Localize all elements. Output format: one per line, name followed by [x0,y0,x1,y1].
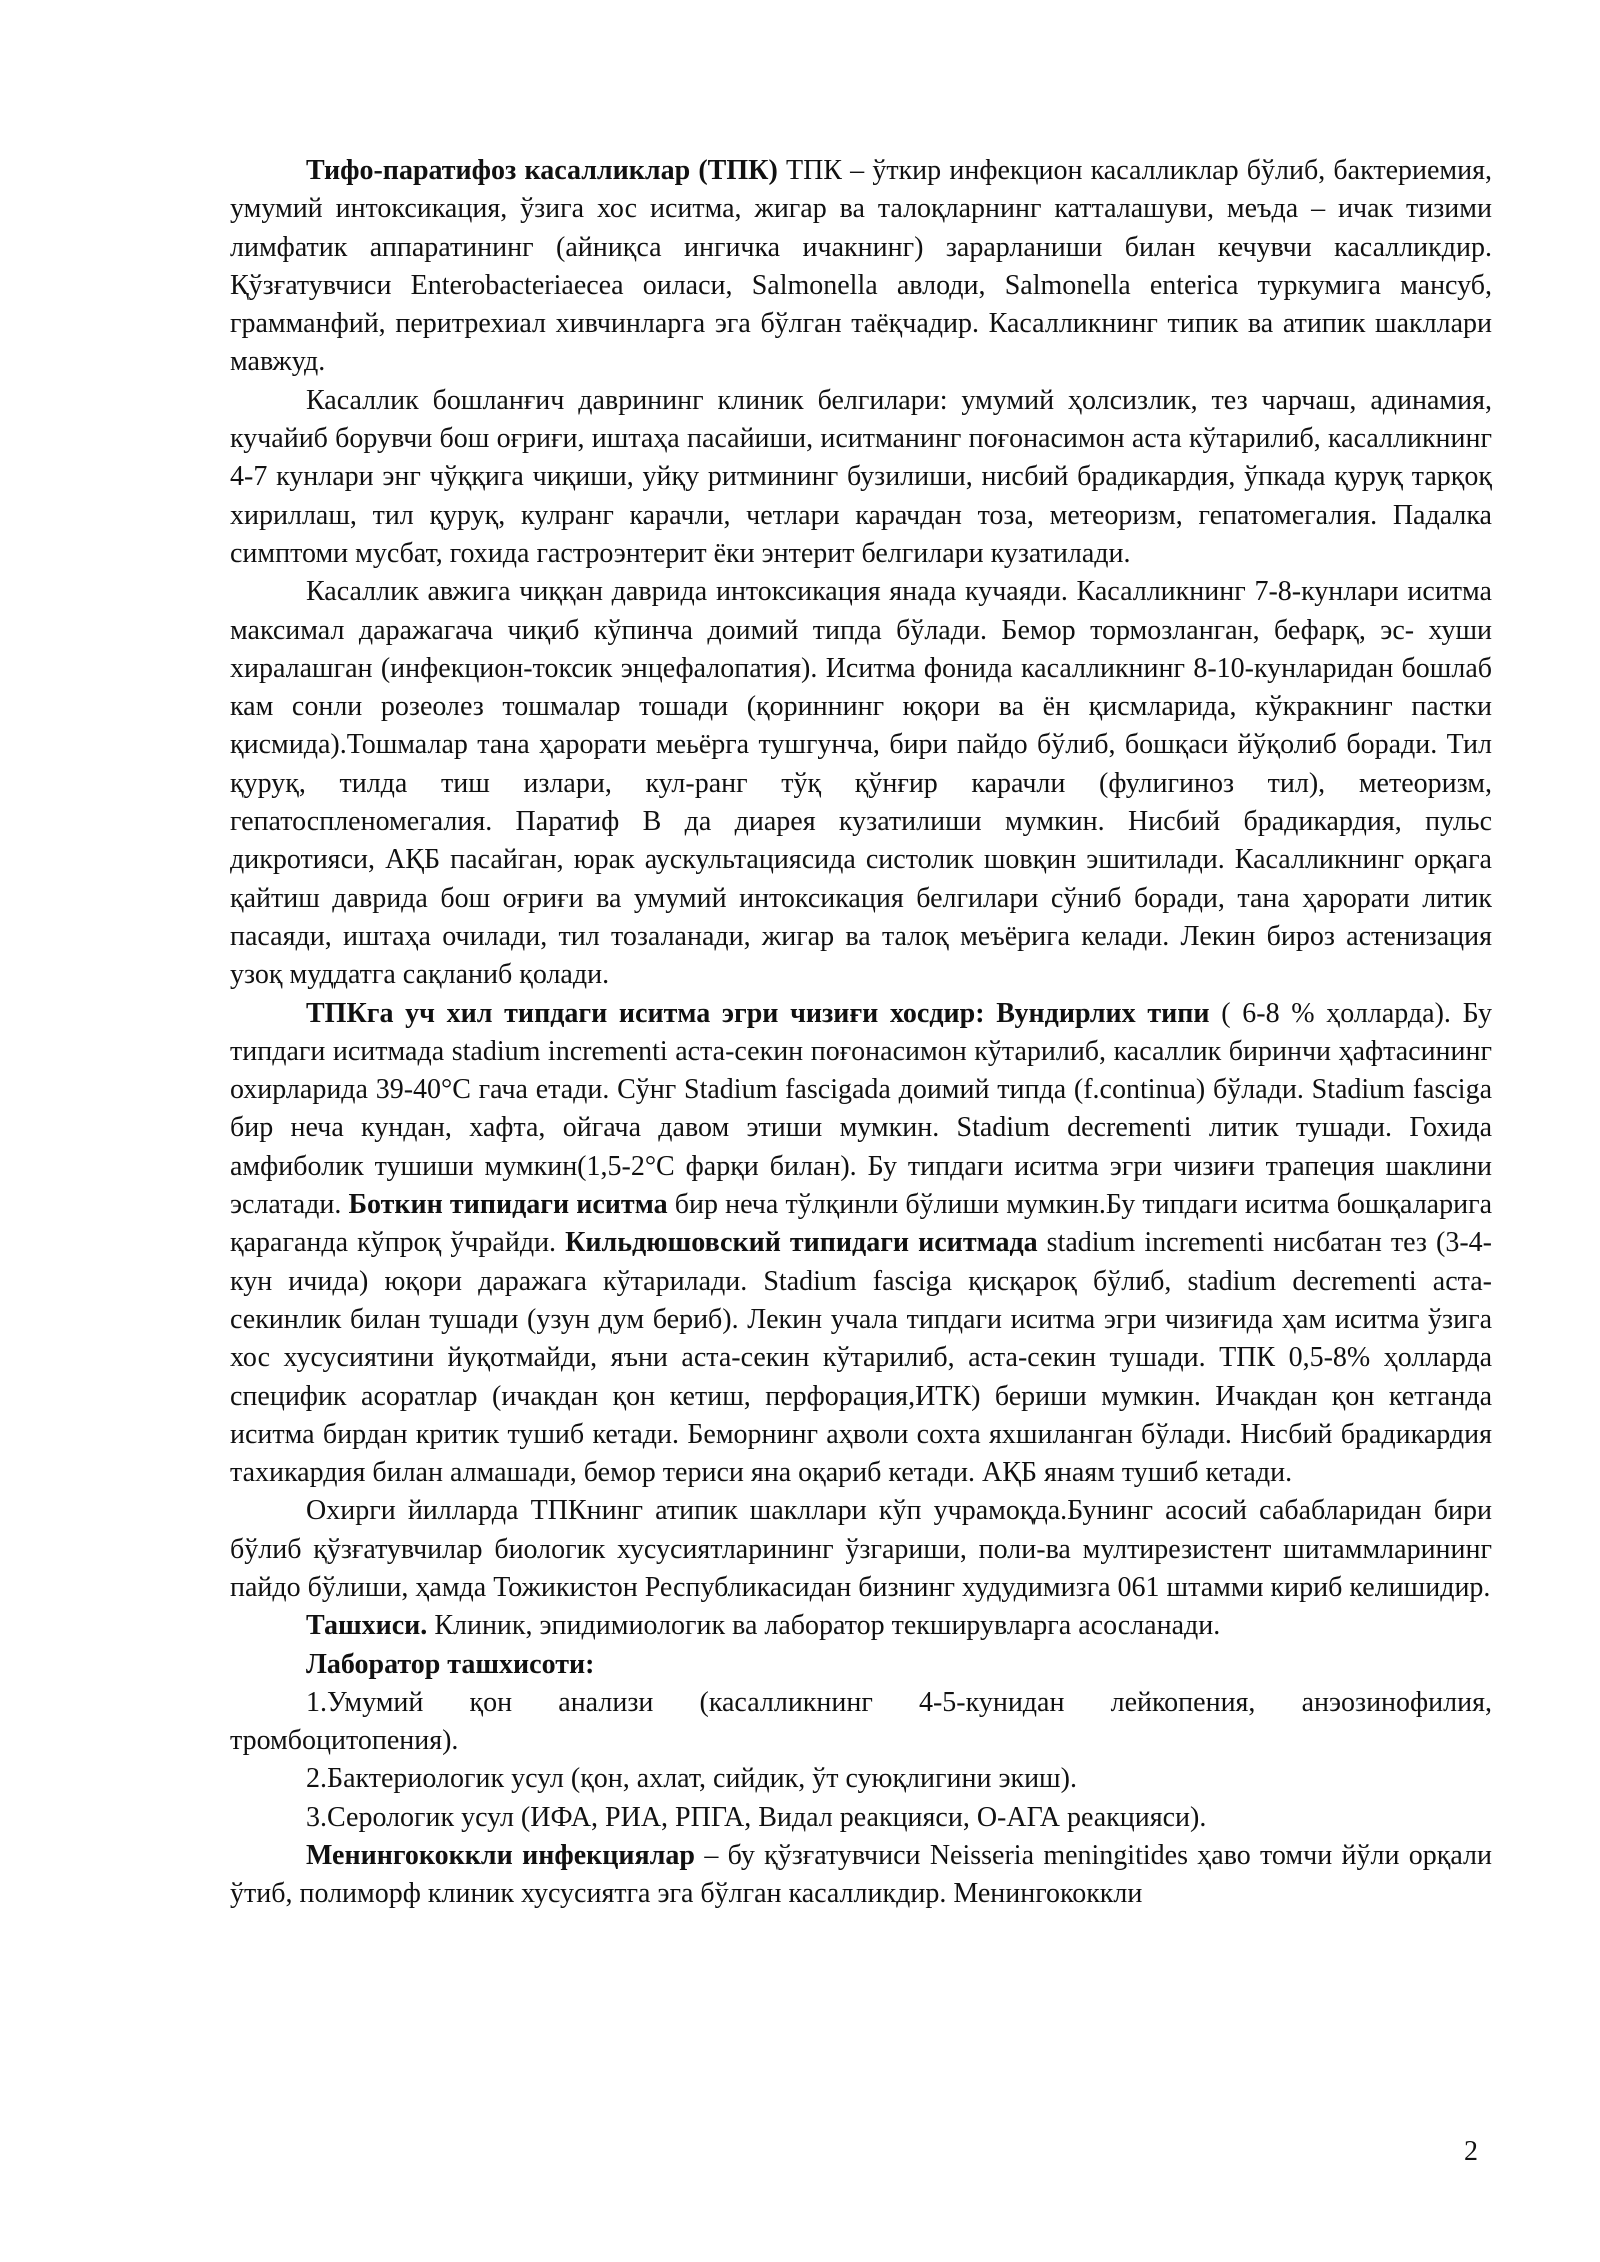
lab-diagnosis-label: Лаборатор ташхисоти: [306,1648,595,1680]
term-botkin-type: Боткин типидаги иситма [348,1189,668,1221]
paragraph-diagnosis [230,1607,1492,1645]
paragraph-initial-period: Касаллик бошланғич даврининг клиник белгилари: умумий ҳолсизлик, тез чарчаш, адинамия, кучайиб борувчи бош оғриғи, иштаҳа пасайиши, иситманинг поғонасимон аста кўтарилиб, касалликнинг 4-7 кунлари энг чўққига чиқиши, уйқу ритмининг бузилиши, нисбий брадикардия, ўпкада қуруқ тарқоқ хириллаш, тил қуруқ, кулранг карачли, четлари карачдан тоза, метеоризм, гепатомегалия. Падалка симптоми мусбат, гохида гастроэнтерит ёки энтерит белгилари кузатилади. [230,384,1492,569]
paragraph-fever-types [230,995,1492,1493]
paragraph-text: ( 6-8 % ҳолларда). Бу типдаги иситмада stadium incrementi аста-секин поғонасимон кўтарилиб, касаллик биринчи ҳафтасининг охирларида 39-40°С гача етади. Сўнг Stadium fascigada доимий типда (f.continua) бўлади. Stadium fasciga бир неча кундан, хафта, ойгача давом этиши мумкин. Stadium decrementi литик тушади. Гохида амфиболик тушиши мумкин(1,5-2°С фарқи билан). Бу типдаги иситма эгри чизиғи трапеция шаклини эслатади. [230,997,1492,1221]
heading-lab-diagnosis [230,1646,1492,1684]
term-fever-curves: ТПКга уч хил типдаги иситма эгри чизиғи хосдир: Вундирлих типи [306,997,1210,1029]
paragraph-atypical-forms: Охирги йилларда ТПКнинг атипик шакллари кўп учрамоқда.Бунинг асосий сабабларидан бири бўлиб қўзғатувчилар биологик хусусиятларининг ўзгариши, поли-ва мултирезистент шитаммларининг пайдо бўлиши, ҳамда Тожикистон Республикасидан бизнинг худудимизга 061 штамми кириб келишидир. [230,1495,1492,1603]
paragraph-text: бир неча тўлқинли бўлиши мумкин.Бу типдаги иситма бошқаларига қараганда кўпроқ ўчрайди. [230,1189,1492,1259]
body-text [230,152,1492,1914]
paragraph-tpk-intro [230,152,1492,382]
list-item-bacteriological: 2.Бактериологик усул (қон, ахлат, сийдик, ўт суюқлигини экиш). [306,1763,1077,1795]
paragraph-text: ТПК – ўткир инфекцион касалликлар бўлиб, бактериемия, умумий интоксикация, ўзига хос иситма, жигар ва талоқларнинг катталашуви, меъда – ичак тизими лимфатик аппаратининг (айниқса ингичка ичакнинг) зарарланиши билан кечувчи касалликдир. Қўзғатувчиси Enterobacteriaecea оиласи, Salmonella авлоди, Salmonella enterica туркумига мансуб, грамманфий, перитрехиал хивчинларга эга бўлган таёқчадир. Касалликнинг типик ва атипик шакллари мавжуд. [230,155,1493,378]
term-tpk: Тифо-паратифоз касалликлар (ТПК) [306,155,778,186]
term-meningococcal: Менингококкли инфекциялар [306,1840,695,1872]
term-diagnosis: Ташхиси. [306,1610,428,1642]
list-item-blood-test: 1.Умумий қон анализи (касалликнинг 4-5-кунидан лейкопения, анэозинофилия, тромбоцитопения). [230,1686,1492,1757]
paragraph-text: stadium incrementi нисбатан тез (3-4-кун ичида) юқори даражага кўтарилади. Stadium fasciga қисқароқ бўлиб, stadium decrementi аста- секинлик билан тушади (узун дум бериб). Лекин учала типдаги иситма эгри чизиғида ҳам иситма ўзига хос хусусиятини йуқотмайди, яъни аста-секин кўтарилиб, аста-секин тушади. ТПК 0,5-8% ҳолларда специфик асоратлар (ичакдан қон кетиш, перфорация,ИТК) бериши мумкин. Ичакдан қон кетганда иситма бирдан критик тушиб кетади. Беморнинг аҳволи сохта яхшиланган бўлади. Нисбий брадикардия тахикардия билан алмашади, бемор териси яна оқариб кетади. АҚБ янаям тушиб кетади. [230,1227,1492,1489]
list-item-serological: 3.Серологик усул (ИФА, РИА, РПГА, Видал реакцияси, О-АГА реакцияси). [306,1801,1207,1833]
paragraph-peak-period: Касаллик авжига чиққан даврида интоксикация янада кучаяди. Касалликнинг 7-8-кунлари иситма максимал даражагача чиқиб кўпинча доимий типда бўлади. Бемор тормозланган, бефарқ, эс- хуши хиралашган (инфекцион-токсик энцефалопатия). Иситма фонида касалликнинг 8-10-кунларидан бошлаб кам сонли розеолез тошмалар тошади (қориннинг юқори ва ён қисмларида, кўкракнинг пастки қисмида).Тошмалар тана ҳарорати меьёрга тушгунча, бири пайдо бўлиб, бошқаси йўқолиб боради. Тил қуруқ, тилда тиш излари, кул-ранг тўқ қўнғир карачли (фулигиноз тил), метеоризм, гепатоспленомегалия. Паратиф В да диарея кузатилиши мумкин. Нисбий брадикардия, пульс дикротияси, АҚБ пасайган, юрак аускультациясида систолик шовқин эшитилади. Касалликнинг орқага қайтиш даврида бош оғриғи ва умумий интоксикация белгилари сўниб боради, тана ҳарорати литик пасаяди, иштаҳа очилади, тил тозаланади, жигар ва талоқ меъёрига келади. Лекин бироз астенизация узоқ муддатга сақланиб қолади. [230,576,1492,991]
term-kildyushovsky-type: Кильдюшовский типидаги иситмада [565,1227,1038,1259]
paragraph-text: Клиник, эпидимиологик ва лаборатор текширувларга асосланади. [427,1610,1221,1642]
paragraph-text: – бу қўзғатувчиси Neisseria meningitides ҳаво томчи йўли орқали ўтиб, полиморф клиник хусусиятга эга бўлган касалликдир. Менингококкли [230,1840,1492,1910]
paragraph-meningococcal [230,1837,1492,1914]
page-number: 2 [1464,2136,1478,2167]
